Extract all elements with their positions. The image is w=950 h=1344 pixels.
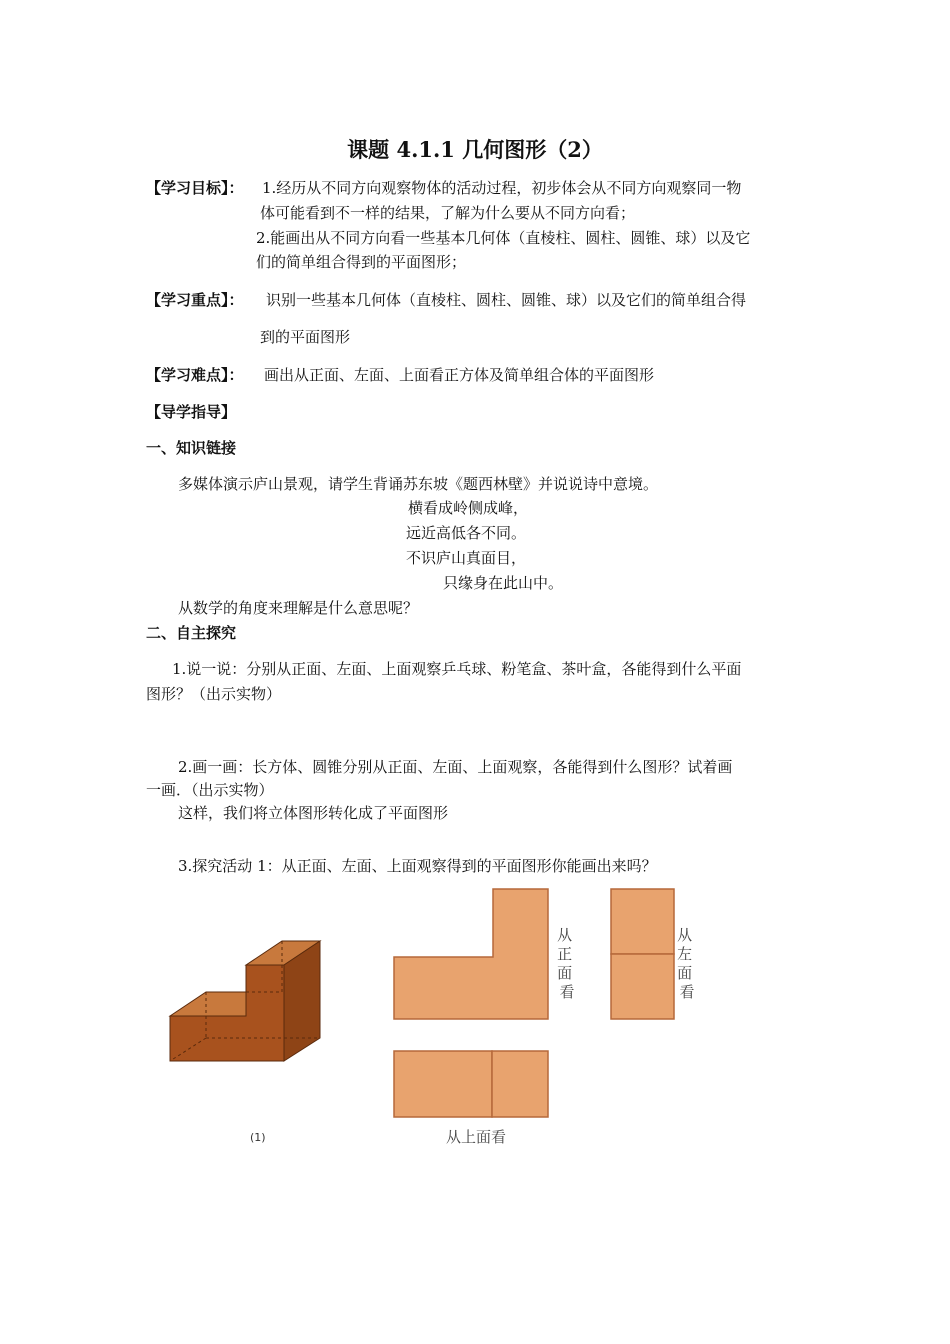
goals-item2-line2: 们的简单组合得到的平面图形； (256, 253, 467, 271)
q2-note: 这样，我们将立体图形转化成了平面图形 (178, 804, 449, 822)
front-view-label (557, 926, 577, 1001)
left-label-char-3: 面 (677, 964, 693, 982)
left-label-char-1: 从 (677, 926, 693, 944)
poem-line-1: 横看成岭侧成峰， (408, 499, 529, 517)
goals-item2-line1: 2.能画出从不同方向看一些基本几何体（直棱柱、圆柱、圆锥、球）以及它 (256, 229, 751, 247)
section1-heading: 一、知识链接 (146, 439, 237, 457)
left-view-upper-square (611, 889, 674, 954)
poem-line-3: 不识庐山真面目， (406, 549, 527, 567)
poem-line-4: 只缘身在此山中。 (443, 574, 564, 592)
section1-question: 从数学的角度来理解是什么意思呢？ (178, 599, 419, 617)
q2-line1: 2.画一画：长方体、圆锥分别从正面、左面、上面观察，各能得到什么图形？试着画 (178, 758, 733, 776)
key-points-label: 【学习重点】： (146, 291, 244, 309)
q2-line2: 一画．（出示实物） (146, 781, 274, 799)
q1-line2: 图形？（出示实物） (146, 685, 282, 703)
front-label-char-4: 看 (559, 983, 575, 1001)
section2-heading: 二、自主探究 (146, 624, 237, 642)
front-view-shape (394, 889, 548, 1019)
solid-caption: (1) (250, 1131, 266, 1144)
left-view-label (677, 926, 697, 1001)
difficulties-label: 【学习难点】： (146, 366, 244, 384)
left-view-lower-square (611, 954, 674, 1019)
solid-figure (170, 941, 320, 1061)
key-points-line1: 识别一些基本几何体（直棱柱、圆柱、圆锥、球）以及它们的简单组合得 (266, 291, 747, 309)
front-label-char-2: 正 (557, 945, 573, 963)
left-label-char-4: 看 (679, 983, 695, 1001)
goals-label: 【学习目标】： (146, 179, 244, 197)
top-view-right-rect (492, 1051, 548, 1117)
goals-item1-line1: 1.经历从不同方向观察物体的活动过程，初步体会从不同方向观察同一物 (262, 179, 742, 197)
q1-line1: 1.说一说：分别从正面、左面、上面观察乒乓球、粉笔盒、茶叶盒，各能得到什么平面 (172, 660, 742, 678)
q3-text: 3.探究活动 1：从正面、左面、上面观察得到的平面图形你能画出来吗？ (178, 857, 657, 875)
key-points-line2: 到的平面图形 (260, 328, 351, 346)
page-title: 课题 4.1.1 几何图形（2） (347, 137, 603, 162)
left-view (611, 889, 674, 1019)
front-label-char-3: 面 (557, 964, 573, 982)
top-view-left-rect (394, 1051, 492, 1117)
poem-line-2: 远近高低各不同。 (406, 524, 527, 542)
left-label-char-2: 左 (677, 945, 693, 963)
guide-heading: 【导学指导】 (146, 403, 237, 421)
difficulties-text: 画出从正面、左面、上面看正方体及简单组合体的平面图形 (264, 366, 655, 384)
top-view (394, 1051, 548, 1117)
front-label-char-1: 从 (557, 926, 573, 944)
top-view-label: 从上面看 (445, 1128, 507, 1146)
section1-intro: 多媒体演示庐山景观，请学生背诵苏东坡《题西林壁》并说说诗中意境。 (178, 475, 659, 493)
goals-item1-line2: 体可能看到不一样的结果，了解为什么要从不同方向看； (260, 204, 636, 222)
front-view (394, 889, 548, 1019)
